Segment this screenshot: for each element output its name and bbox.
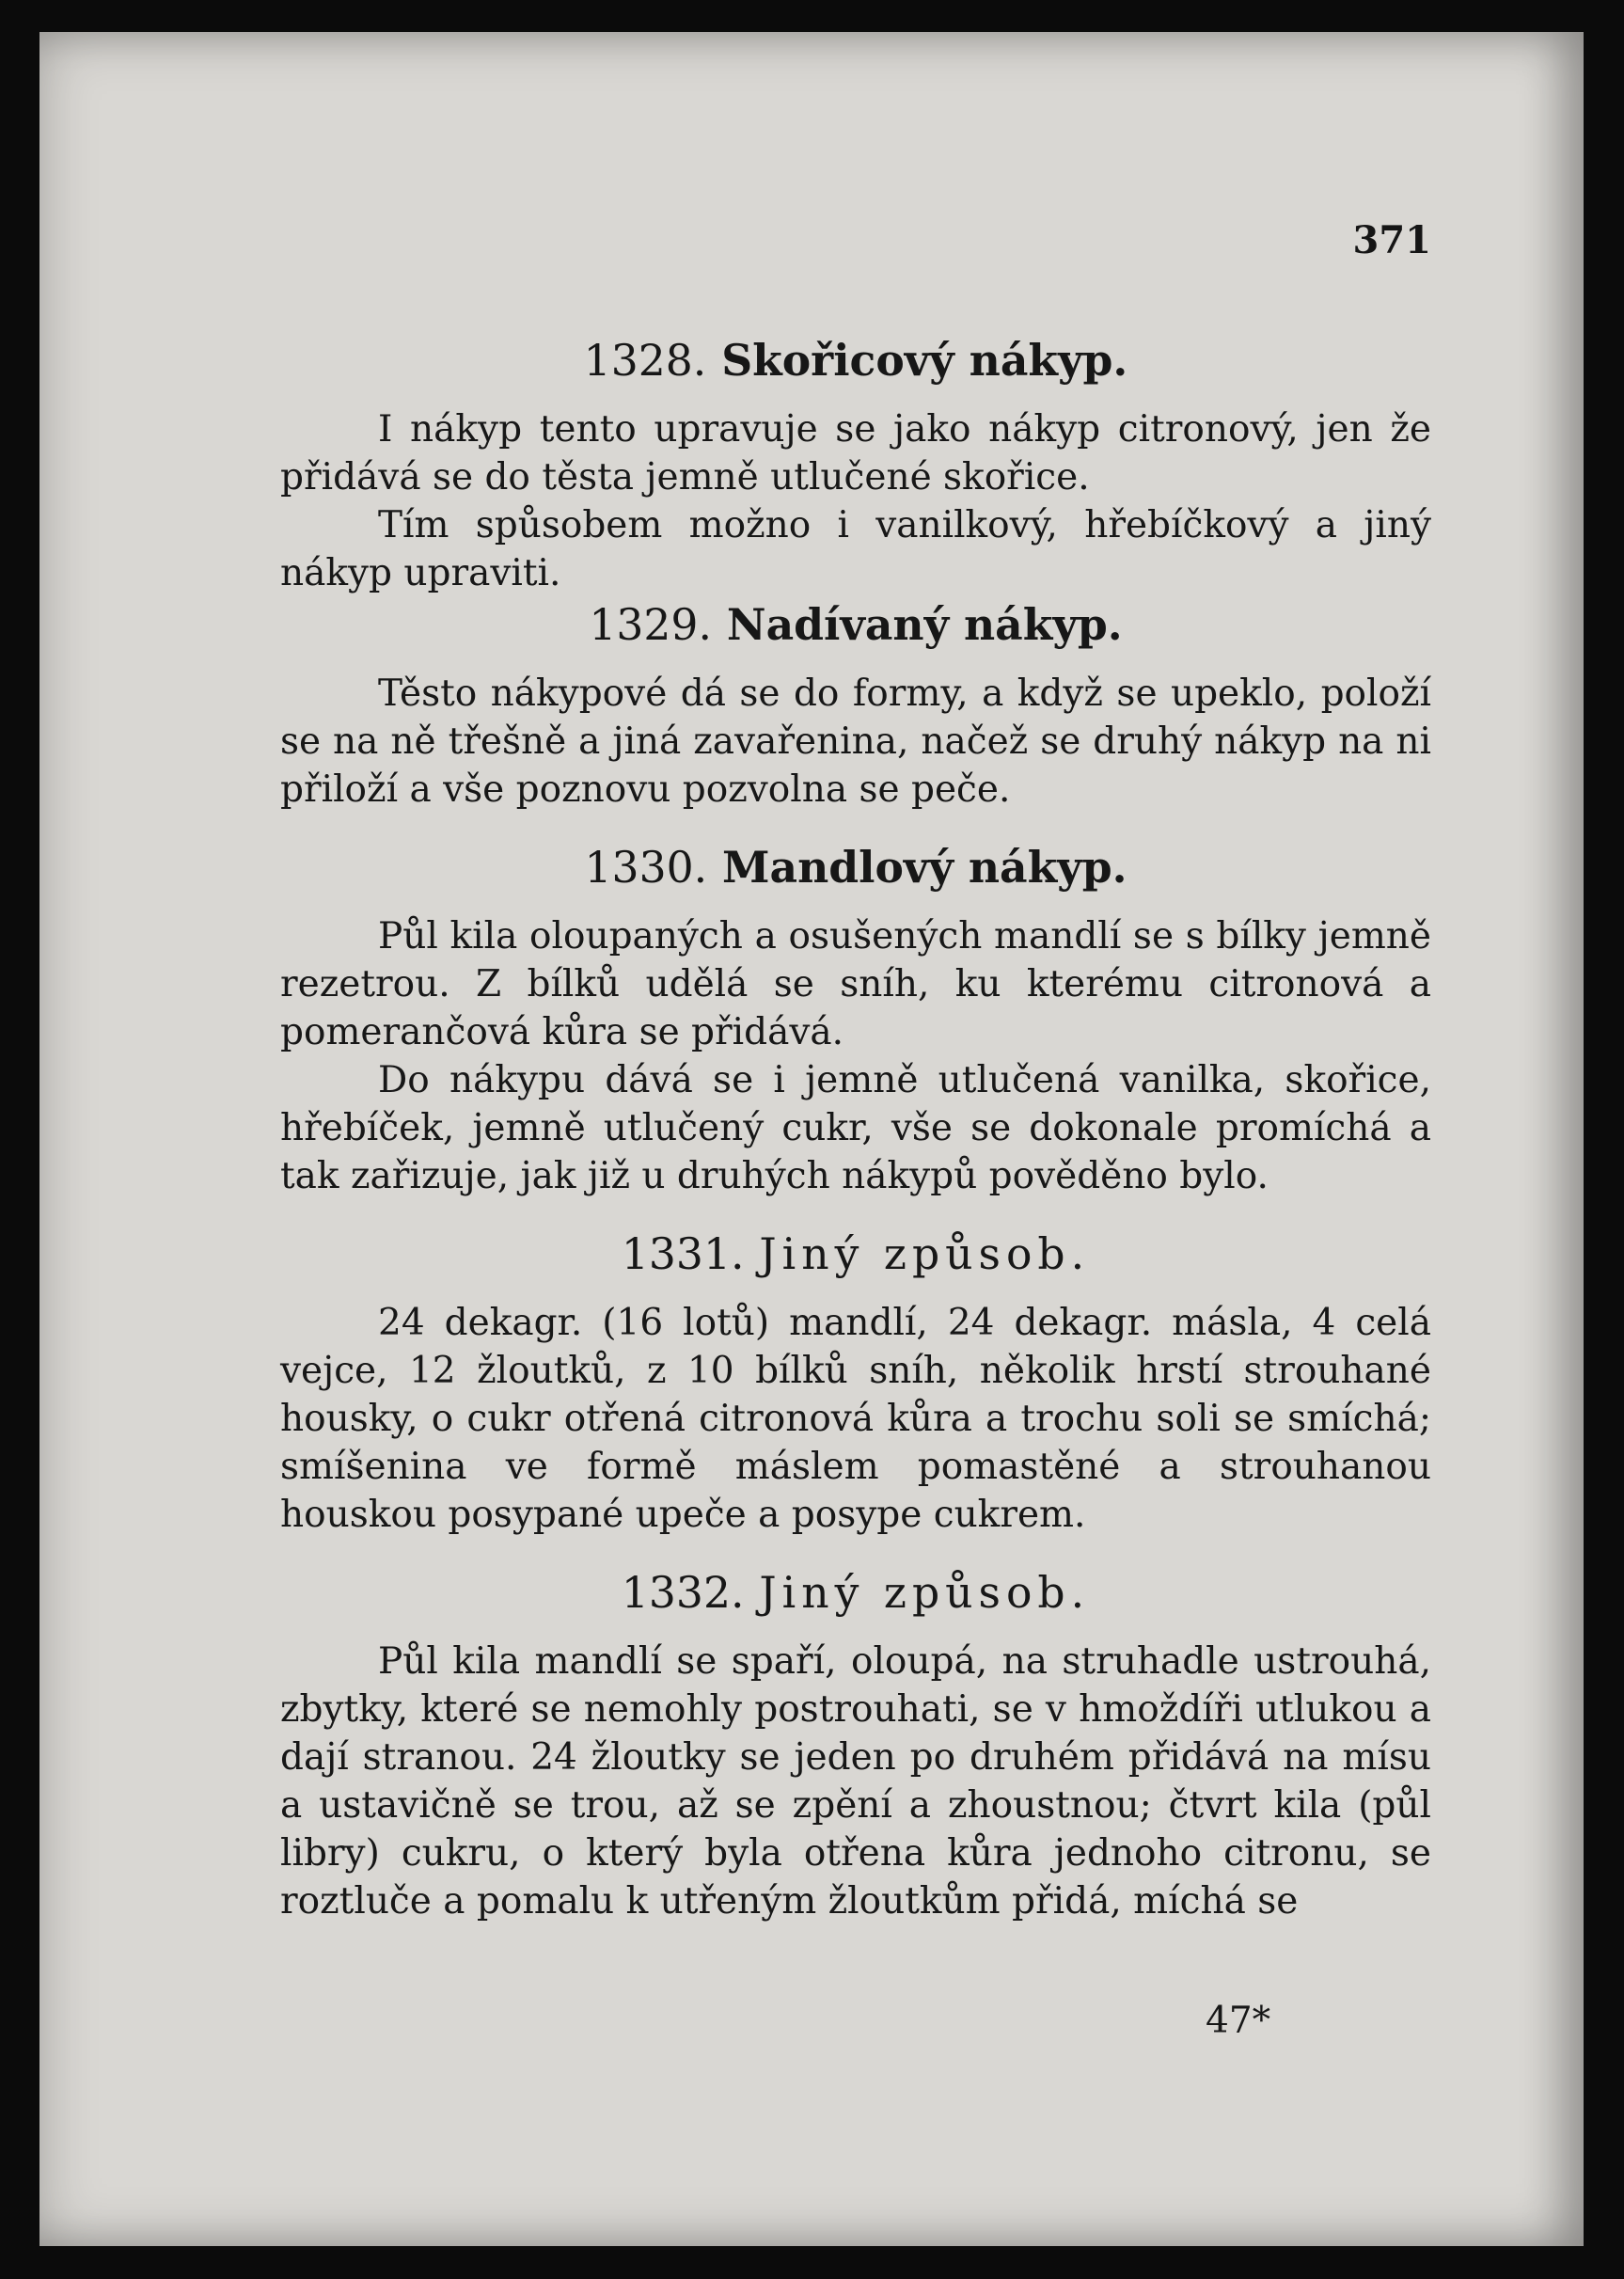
recipe-heading-1332 [280, 1565, 1431, 1621]
paragraph: Půl kila mandlí se spaří, oloupá, na struhadle ustrouhá, zbytky, které se nemohly postrouhati, se v hmoždíři utlukou a dají stranou. 24 žloutky se jeden po druhém přidává na mísu a ustavičně se trou, až se zpění a zhoustnou; čtvrt kila (půl libry) cukru, o který byla otřena kůra jednoho citronu, se roztluče a pomalu k utřeným žloutkům přidá, míchá se [280, 1640, 1431, 1923]
recipe-heading-1328 [280, 333, 1431, 388]
recipe-title: Jiný způsob. [759, 1229, 1091, 1279]
paragraph: Těsto nákypové dá se do formy, a když se upeklo, položí se na ně třešně a jiná zavařenina, načež se druhý nákyp na ni přiloží a vše poznovu pozvolna se peče. [280, 673, 1431, 811]
page-text [280, 333, 1431, 1925]
recipe-title: Mandlový nákyp. [722, 842, 1127, 893]
paragraph: 24 dekagr. (16 lotů) mandlí, 24 dekagr. másla, 4 celá vejce, 12 žloutků, z 10 bílků sníh, několik hrstí strouhané housky, o cukr otřená citronová kůra a trochu soli se smíchá; smíšenina ve formě máslem pomastěné a strouhanou houskou posypané upeče a posype cukrem. [280, 1302, 1431, 1536]
signature-mark: 47* [1206, 2000, 1271, 2042]
paragraph: I nákyp tento upravuje se jako nákyp citronový, jen že přidává se do těsta jemně utlučené skořice. [280, 408, 1431, 499]
paragraph: Půl kila oloupaných a osušených mandlí se s bílky jemně rezetrou. Z bílků udělá se sníh, ku kterému citronová a pomerančová kůra se přidává. [280, 915, 1431, 1053]
recipe-heading-1331 [280, 1227, 1431, 1282]
recipe-number: 1330. [584, 843, 708, 893]
paragraph: Do nákypu dává se i jemně utlučená vanilka, skořice, hřebíček, jemně utlučený cukr, vše se dokonale promíchá a tak zařizuje, jak již u druhých nákypů pověděno bylo. [280, 1059, 1431, 1197]
paragraph: Tím spůsobem možno i vanilkový, hřebíčkový a jiný nákyp upraviti. [280, 504, 1431, 594]
recipe-number: 1329. [589, 600, 712, 650]
page-number: 371 [1352, 218, 1431, 262]
recipe-title: Nadívaný nákyp. [726, 599, 1123, 650]
book-page [39, 32, 1584, 2246]
recipe-number: 1331. [621, 1229, 745, 1279]
recipe-title: Jiný způsob. [759, 1568, 1091, 1618]
recipe-title: Skořicový nákyp. [721, 335, 1128, 386]
recipe-heading-1329 [280, 597, 1431, 653]
recipe-number: 1332. [621, 1568, 745, 1618]
recipe-heading-1330 [280, 840, 1431, 895]
recipe-number: 1328. [583, 336, 707, 386]
